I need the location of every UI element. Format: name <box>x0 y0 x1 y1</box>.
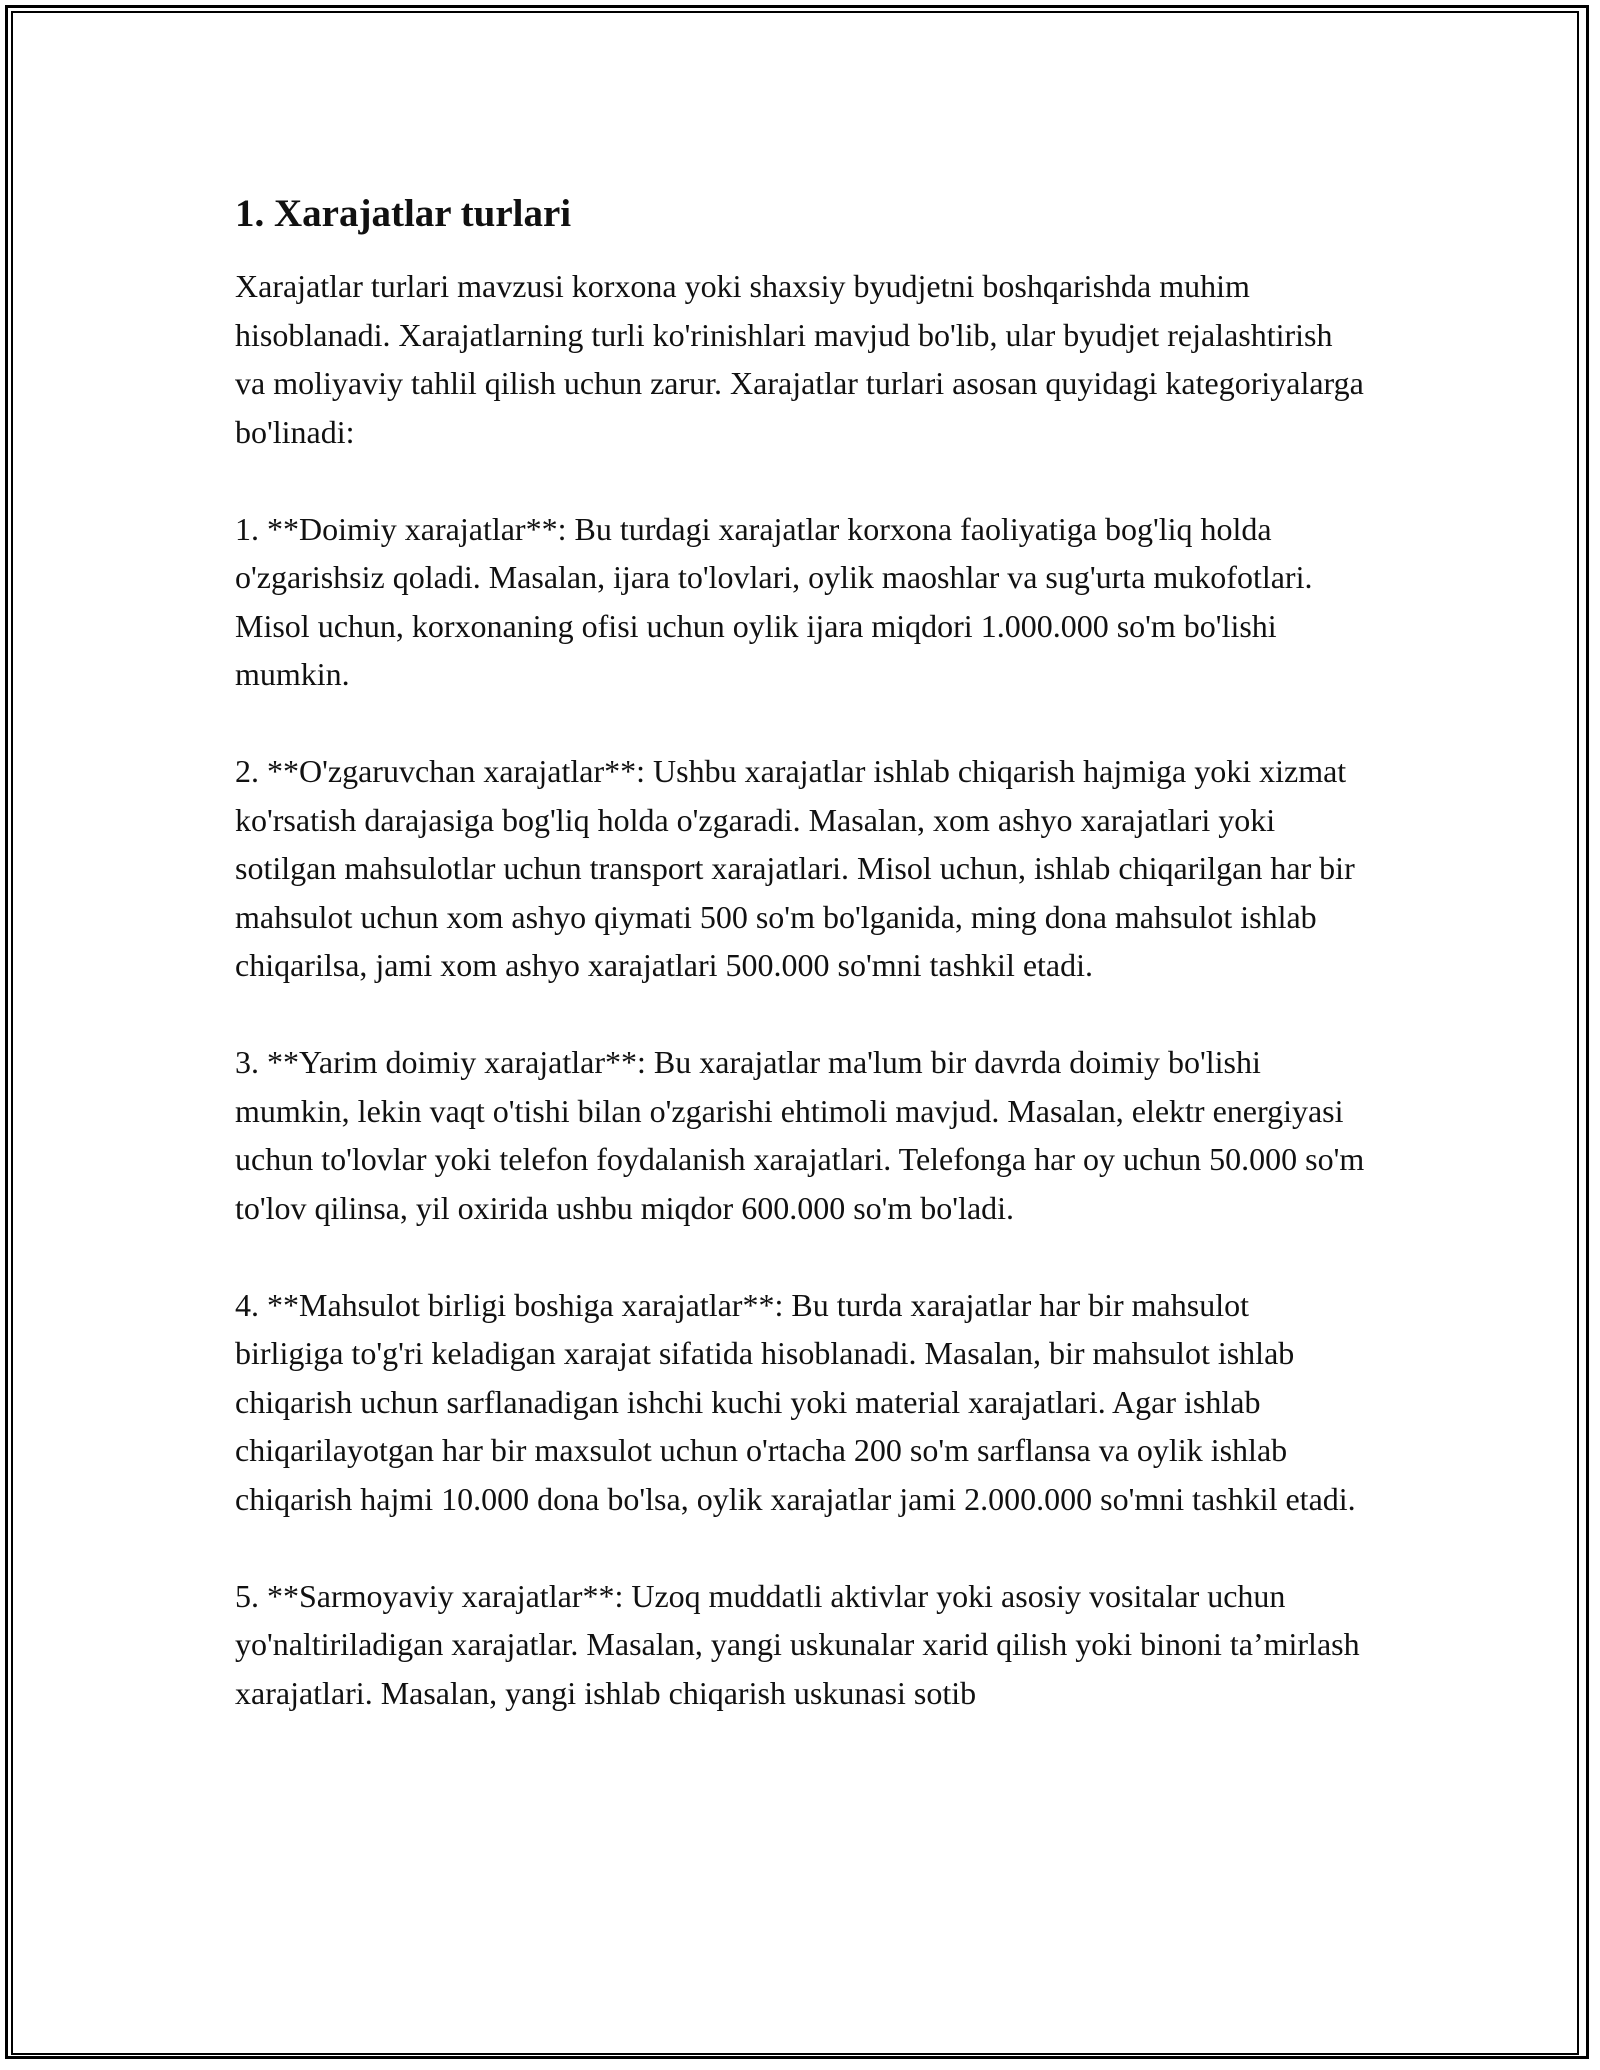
list-item-capital-costs: 5. **Sarmoyaviy xarajatlar**: Uzoq muddatli aktivlar yoki asosiy vositalar uchun yo'naltiriladigan xarajatlar. Masalan, yangi uskunalar xarid qilish yoki binoni ta’mirlash xarajatlari. Masalan, yangi ishlab chiqarish uskunasi sotib <box>235 1577 1360 1711</box>
document-body <box>235 188 1365 1766</box>
list-item-semi-fixed-costs: 3. **Yarim doimiy xarajatlar**: Bu xarajatlar ma'lum bir davrda doimiy bo'lishi mumkin, lekin vaqt o'tishi bilan o'zgarishi ehtimoli mavjud. Masalan, elektr energiyasi uchun to'lovlar yoki telefon foydalanish xarajatlari. Telefonga har oy uchun 50.000 so'm to'lov qilinsa, yil oxirida ushbu miqdor 600.000 so'm bo'ladi. <box>235 1044 1365 1226</box>
section-heading: 1. Xarajatlar turlari <box>235 192 572 235</box>
intro-paragraph: Xarajatlar turlari mavzusi korxona yoki shaxsiy byudjetni boshqarishda muhim hisoblanadi. Xarajatlarning turli ko'rinishlari mavjud bo'lib, ular byudjet rejalashtirish va moliyaviy tahlil qilish uchun zarur. Xarajatlar turlari asosan quyidagi kategoriyalarga bo'linadi: <box>235 268 1364 450</box>
list-item-variable-costs: 2. **O'zgaruvchan xarajatlar**: Ushbu xarajatlar ishlab chiqarish hajmiga yoki xizmat ko'rsatish darajasiga bog'liq holda o'zgaradi. Masalan, xom ashyo xarajatlari yoki sotilgan mahsulotlar uchun transport xarajatlari. Misol uchun, ishlab chiqarilgan har bir mahsulot uchun xom ashyo qiymati 500 so'm bo'lganida, ming dona mahsulot ishlab chiqarilsa, jami xom ashyo xarajatlari 500.000 so'mni tashkil etadi. <box>235 753 1355 983</box>
list-item-per-unit-costs: 4. **Mahsulot birligi boshiga xarajatlar**: Bu turda xarajatlar har bir mahsulot birligiga to'g'ri keladigan xarajat sifatida hisoblanadi. Masalan, bir mahsulot ishlab chiqarish uchun sarflanadigan ishchi kuchi yoki material xarajatlari. Agar ishlab chiqarilayotgan har bir maxsulot uchun o'rtacha 200 so'm sarflansa va oylik ishlab chiqarish hajmi 10.000 dona bo'lsa, oylik xarajatlar jami 2.000.000 so'mni tashkil etadi. <box>235 1286 1356 1517</box>
list-item-fixed-costs: 1. **Doimiy xarajatlar**: Bu turdagi xarajatlar korxona faoliyatiga bog'liq holda o'zgarishsiz qoladi. Masalan, ijara to'lovlari, oylik maoshlar va sug'urta mukofotlari. Misol uchun, korxonaning ofisi uchun oylik ijara miqdori 1.000.000 so'm bo'lishi mumkin. <box>235 510 1313 692</box>
